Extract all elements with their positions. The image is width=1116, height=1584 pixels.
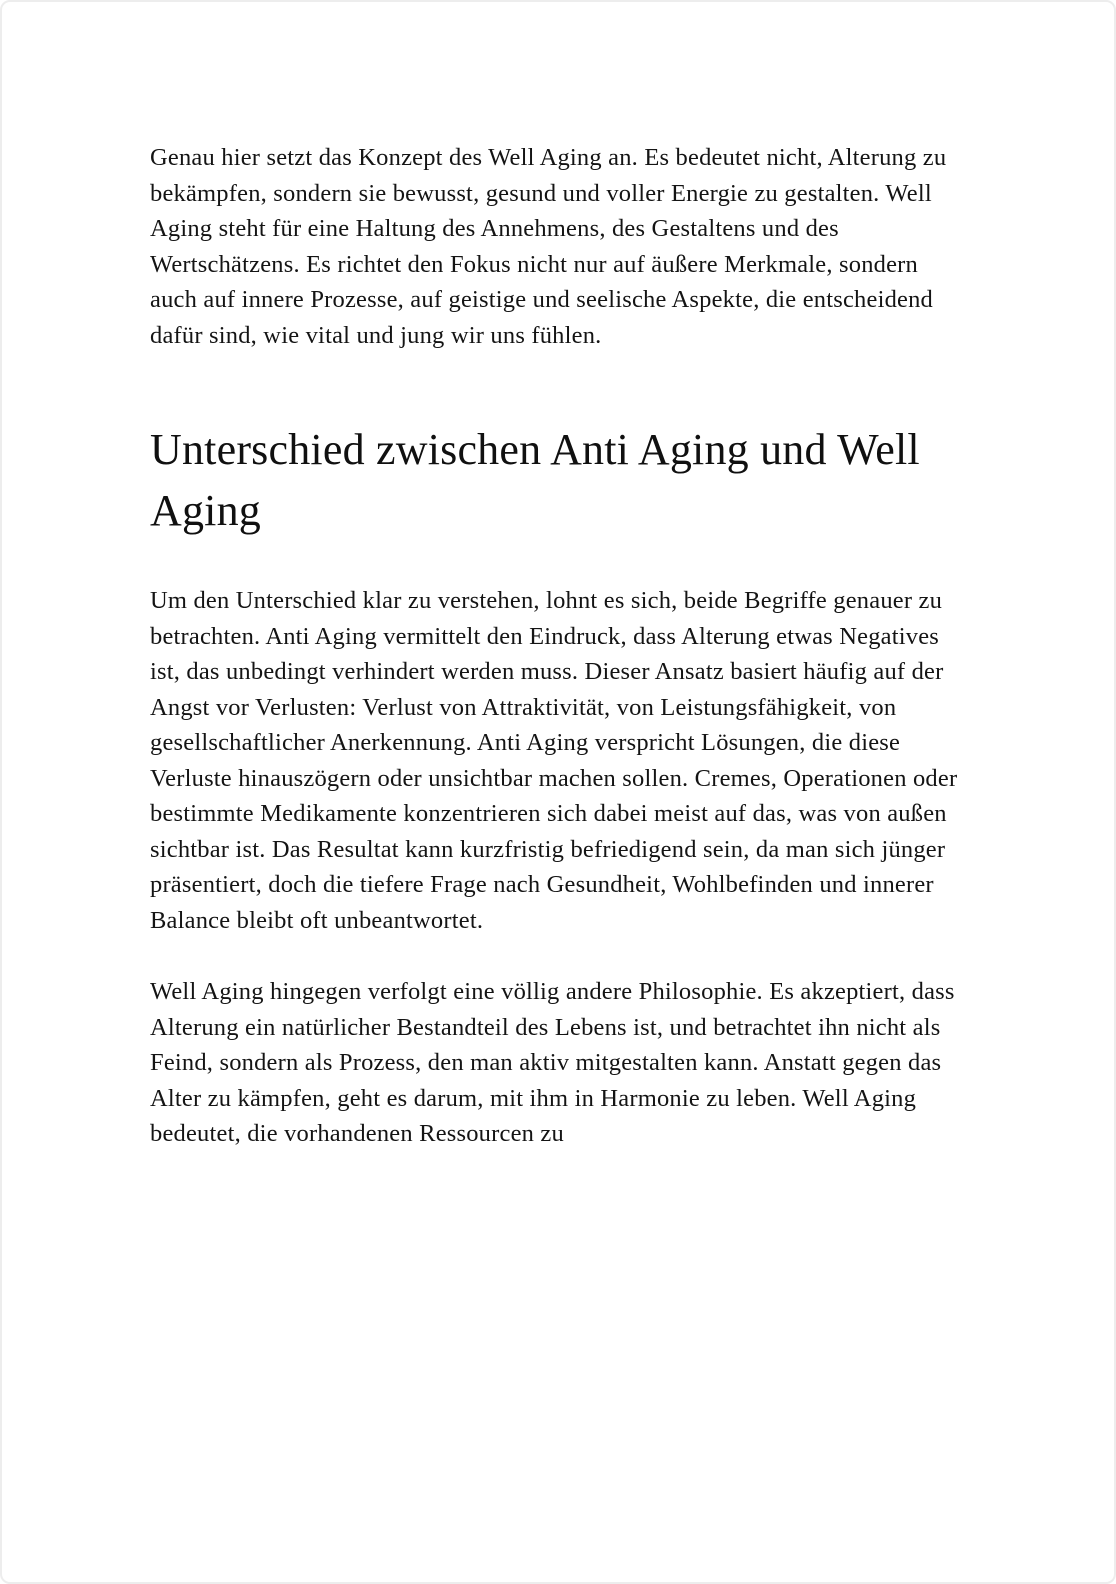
section-heading: Unterschied zwischen Anti Aging und Well Aging [150,425,920,535]
body-paragraph-2: Well Aging hingegen verfolgt eine völlig andere Philosophie. Es akzeptiert, dass Alterung ein natürlicher Bestandteil des Lebens ist, und betrachtet ihn nicht als Feind, sondern als Prozess, den man aktiv mitgestalten kann. Anstatt gegen das Alter zu kämpfen, geht es darum, mit ihm in Harmonie zu leben. Well Aging bedeutet, die vorhandenen Ressourcen zu [150,978,955,1147]
body-paragraph-1: Um den Unterschied klar zu verstehen, lohnt es sich, beide Begriffe genauer zu betrachten. Anti Aging vermittelt den Eindruck, dass Alterung etwas Negatives ist, das unbedingt verhindert werden muss. Dieser Ansatz basiert häufig auf der Angst vor Verlusten: Verlust von Attraktivität, von Leistungsfähigkeit, von gesellschaftlicher Anerkennung. Anti Aging verspricht Lösungen, die diese Verluste hinauszögern oder unsichtbar machen sollen. Cremes, Operationen oder bestimmte Medikamente konzentrieren sich dabei meist auf das, was von außen sichtbar ist. Das Resultat kann kurzfristig befriedigend sein, da man sich jünger präsentiert, doch die tiefere Frage nach Gesundheit, Wohlbefinden und innerer Balance bleibt oft unbeantwortet. [150,587,958,934]
article-content [2,2,1114,1152]
intro-paragraph: Genau hier setzt das Konzept des Well Aging an. Es bedeutet nicht, Alterung zu bekämpfen, sondern sie bewusst, gesund und voller Energie zu gestalten. Well Aging steht für eine Haltung des Annehmens, des Gestaltens und des Wertschätzens. Es richtet den Fokus nicht nur auf äußere Merkmale, sondern auch auf innere Prozesse, auf geistige und seelische Aspekte, die entscheidend dafür sind, wie vital und jung wir uns fühlen. [150,144,947,349]
